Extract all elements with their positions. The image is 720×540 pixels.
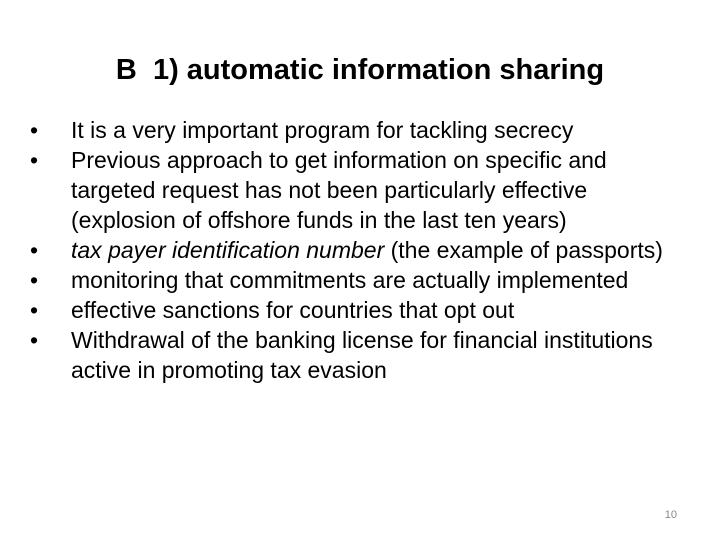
bullet-text: Withdrawal of the banking license for financial institutions active in promoting tax evasion: [71, 327, 653, 383]
slide-title: B 1) automatic information sharing: [115, 54, 605, 86]
bullet-list: [30, 115, 690, 385]
bullet-text: Previous approach to get information on specific and targeted request has not been particularly effective (explosion of offshore funds in the last ten years): [71, 147, 607, 233]
bullet-item: [30, 115, 690, 145]
bullet-item: [30, 235, 690, 265]
bullet-item: [30, 295, 690, 325]
bullet-icon: •: [30, 267, 39, 293]
bullet-icon: •: [30, 297, 39, 323]
bullet-icon: •: [30, 147, 39, 173]
bullet-item: [30, 145, 690, 235]
bullet-italic-term: tax payer identification number: [71, 237, 385, 263]
bullet-icon: •: [30, 327, 39, 353]
bullet-item: [30, 265, 690, 295]
bullet-item: [30, 325, 690, 385]
bullet-text: monitoring that commitments are actually implemented: [71, 267, 629, 293]
bullet-text: It is a very important program for tackling secrecy: [71, 117, 574, 143]
bullet-icon: •: [30, 237, 39, 263]
bullet-icon: •: [30, 117, 39, 143]
page-number: 10: [664, 509, 677, 521]
bullet-text: (the example of passports): [384, 237, 663, 263]
bullet-text: effective sanctions for countries that opt out: [71, 297, 515, 323]
